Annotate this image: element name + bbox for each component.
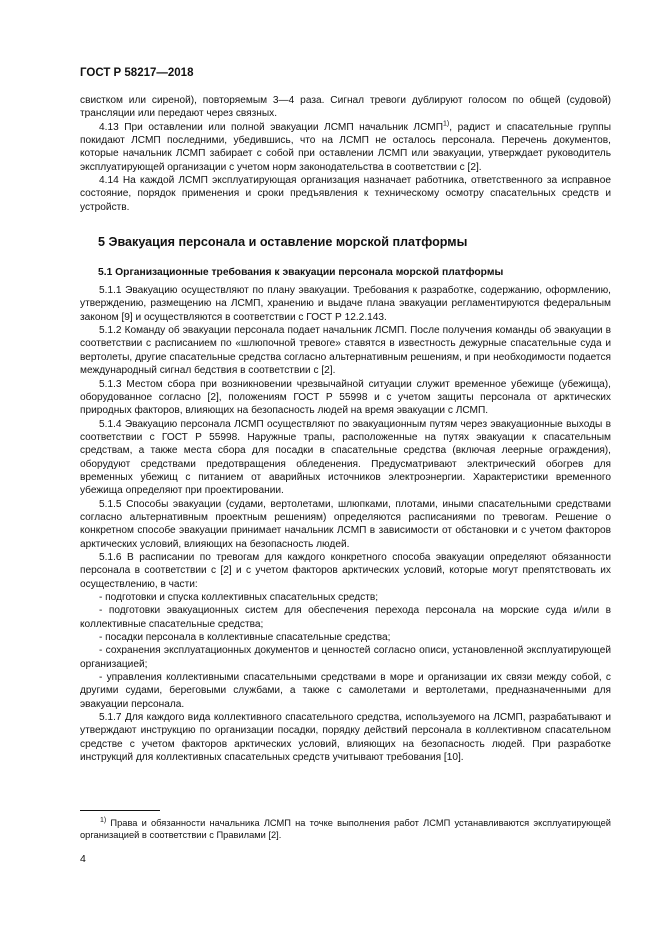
paragraph-4-13-end: , радист и спасательные группы покидают ЛСМП последними, убедившись, что на ЛСМП не осталось персонала. Перечень документов, которые начальник ЛСМП забирает с собой при оставлении ЛСМП или эвакуации, утверждает руководитель эксплуатирующей организации с учетом норм законодательства в соответствии с [2].: [80, 121, 611, 173]
footnote: [80, 817, 611, 841]
paragraph-5-1-2: 5.1.2 Команду об эвакуации персонала подает начальник ЛСМП. После получения команды об эвакуации в соответствии с расписанием по «шлюпочной тревоге» ставятся в известность дежурные спасательные суда и вертолеты, другие спасательные средства согласно альтернативным решениям, и при необходимости подается международный сигнал бедствия в соответствии с [2].: [80, 325, 611, 377]
paragraph-5-1-1: 5.1.1 Эвакуацию осуществляют по плану эвакуации. Требования к разработке, содержанию, оформлению, утверждению, размещению на ЛСМП, хранению и выдаче плана эвакуации регламентируются федеральным законом [9] и осуществляются в соответствии с ГОСТ Р 12.2.143.: [80, 285, 611, 323]
list-item: - управления коллективными спасательными средствами в море и организации их связи между собой, с другими судами, береговыми службами, а также с самолетами и вертолетами, предназначенными для эвакуации персонала.: [80, 672, 611, 710]
paragraph-4-13: [80, 121, 611, 174]
paragraph-5-1-5: 5.1.5 Способы эвакуации (судами, вертолетами, шлюпками, плотами, иными спасательными средствами согласно альтернативным проектным решениям) определяются расписаниями по тревогам. Решение о конкретном способе эвакуации принимает начальник ЛСМП в зависимости от обстановки и с учетом факторов арктических условий, влияющих на безопасность людей.: [80, 498, 611, 550]
footnote-marker: 1): [100, 816, 107, 824]
list-item: - подготовки эвакуационных систем для обеспечения перехода персонала на морские суда и/или в коллективные спасательные средства;: [80, 605, 611, 630]
footnote-separator: [80, 810, 160, 811]
paragraph-5-1-3: 5.1.3 Местом сбора при возникновении чрезвычайной ситуации служит временное убежище (убежища), оборудованное согласно [2], положениям ГОСТ Р 55998 и с учетом защиты персонала от арктических природных факторов, влияющих на безопасность людей на время эвакуации с ЛСМП.: [80, 378, 611, 417]
document-body: [80, 94, 611, 764]
paragraph-continuation: свистком или сиреной), повторяемым 3—4 раза. Сигнал тревоги дублируют голосом по общей (судовой) трансляции или передают через связных.: [80, 95, 611, 120]
document-header: ГОСТ Р 58217—2018: [80, 67, 194, 79]
footnote-text: Права и обязанности начальника ЛСМП на точке выполнения работ ЛСМП устанавливаются эксплуатирующей организацией в соответствии с Правилами [2].: [80, 818, 611, 840]
list-item: - посадки персонала в коллективные спасательные средства;: [99, 632, 391, 644]
paragraph-5-1-7: 5.1.7 Для каждого вида коллективного спасательного средства, используемого на ЛСМП, разрабатывают и утверждают инструкцию по организации посадки, порядку действий персонала в коллективном спасательном средстве с учетом факторов арктических условий, влияющих на безопасность людей. При разработке инструкций для коллективных спасательных средств учитывают требования [10].: [80, 712, 611, 764]
paragraph-4-14: 4.14 На каждой ЛСМП эксплуатирующая организация назначает работника, ответственного за исправное состояние, порядок применения и сроки предъявления к техническому осмотру спасательных средств и устройств.: [80, 175, 611, 213]
paragraph-4-13-start: 4.13 При оставлении или полной эвакуации ЛСМП начальник ЛСМП: [99, 121, 443, 133]
subsection-title: 5.1 Организационные требования к эвакуации персонала морской платформы: [98, 267, 504, 279]
paragraph-5-1-6: 5.1.6 В расписании по тревогам для каждого конкретного способа эвакуации определяют обязанности персонала в соответствии с [2] и с учетом факторов арктических условий, которые могут препятствовать их осуществлению, в части:: [80, 551, 611, 590]
list-item: - сохранения эксплуатационных документов и ценностей согласно описи, установленной эксплуатирующей организацией;: [80, 645, 611, 670]
footnote-ref: 1): [443, 120, 450, 128]
paragraph-5-1-4: 5.1.4 Эвакуацию персонала ЛСМП осуществляют по эвакуационным путям через эвакуационные выходы в соответствии с ГОСТ Р 55998. Наружные трапы, расположенные на путях эвакуации к спасательным средствам, а также места сбора для посадки в спасательные средства (включая леерные ограждения), оборудуют средствами предотвращения обледенения. Предусматривают электрический обогрев для временных убежищ с питанием от аварийных источников электроэнергии. Характеристики временного убежища определяют при проектировании.: [80, 418, 611, 497]
list-item: - подготовки и спуска коллективных спасательных средств;: [99, 592, 379, 603]
page-number: 4: [80, 853, 86, 865]
section-title: 5 Эвакуация персонала и оставление морской платформы: [98, 235, 468, 250]
